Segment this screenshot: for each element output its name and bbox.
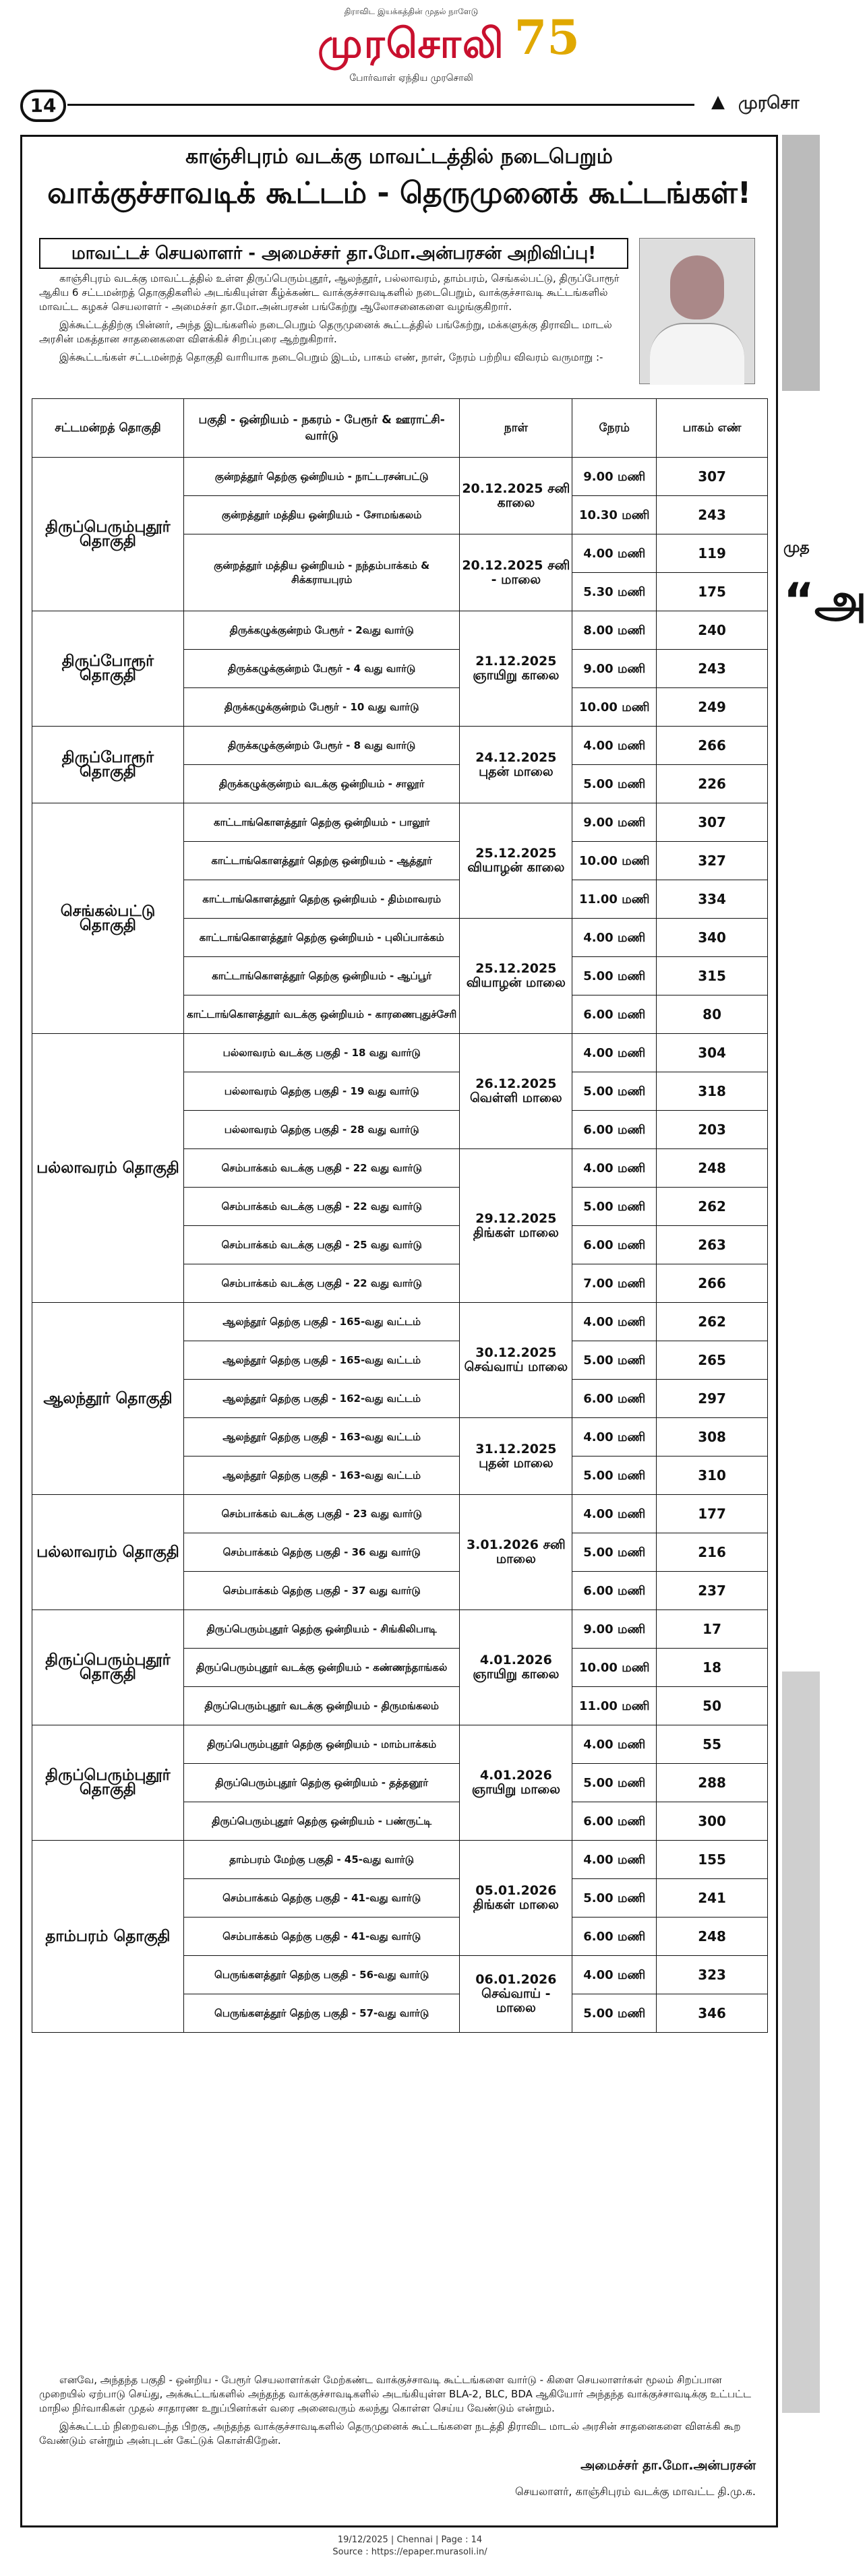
closing-text xyxy=(39,2373,764,2452)
side-paper-name: முரசொ xyxy=(738,93,800,113)
time-cell: 6.00 மணி xyxy=(572,1572,657,1610)
booth-cell: 216 xyxy=(657,1533,768,1572)
time-cell: 9.00 மணி xyxy=(572,1610,657,1649)
adjacent-photo xyxy=(782,135,820,391)
adjacent-heading: முத xyxy=(783,539,810,556)
constituency-cell: திருப்பெரும்புதூர் தொகுதி xyxy=(32,1725,184,1841)
constituency-cell: பல்லாவரம் தொகுதி xyxy=(32,1495,184,1610)
date-cell: 20.12.2025 சனி - மாலை xyxy=(460,534,572,611)
area-cell: பெருங்களத்தூர் தெற்கு பகுதி - 56-வது வார்டு xyxy=(183,1956,459,1994)
time-cell: 5.00 மணி xyxy=(572,765,657,803)
area-cell: திருப்பெரும்புதூர் வடக்கு ஒன்றியம் - திருமங்கலம் xyxy=(183,1687,459,1725)
area-cell: செம்பாக்கம் தெற்கு பகுதி - 41-வது வார்டு xyxy=(183,1918,459,1956)
intro-paragraph: காஞ்சிபுரம் வடக்கு மாவட்டத்தில் உள்ள திருப்பெரும்புதூர், ஆலந்தூர், பல்லாவரம், தாம்பரம், செங்கல்பட்டு, திருப்போரூர் ஆகிய 6 சட்டமன்றத் தொகுதிகளில் அடங்கியுள்ள கீழ்க்கண்ட வாக்குச்சாவடிகளில் நடைபெறும், வாக்குச்சாவடி கூட்டங்களில் மாவட்ட கழகச் செயலாளர் - அமைச்சர் தா.மோ.அன்பரசன் பங்கேற்று ஆலோசனைகளை வழங்குகிறார். xyxy=(39,272,620,313)
booth-cell: 249 xyxy=(657,688,768,727)
booth-cell: 18 xyxy=(657,1649,768,1687)
ad-headline: வாக்குச்சாவடிக் கூட்டம் - தெருமுனைக் கூட்டங்கள்! xyxy=(47,176,751,210)
time-cell: 4.00 மணி xyxy=(572,1303,657,1341)
ad-title: காஞ்சிபுரம் வடக்கு மாவட்டத்தில் நடைபெறும் xyxy=(185,145,613,168)
header-constituency: சட்டமன்றத் தொகுதி xyxy=(32,399,184,458)
time-cell: 5.00 மணி xyxy=(572,1188,657,1226)
constituency-cell: திருப்பெரும்புதூர் தொகுதி xyxy=(32,458,184,611)
divider xyxy=(67,104,694,106)
time-cell: 9.00 மணி xyxy=(572,803,657,842)
minister-photo xyxy=(639,238,755,384)
date-cell: 20.12.2025 சனி காலை xyxy=(460,458,572,534)
booth-cell: 307 xyxy=(657,803,768,842)
time-cell: 10.30 மணி xyxy=(572,496,657,534)
booth-cell: 288 xyxy=(657,1764,768,1802)
tagline: திராவிட இயக்கத்தின் முதல் நாளேடு xyxy=(344,7,479,16)
time-cell: 4.00 மணி xyxy=(572,1418,657,1456)
area-cell: ஆலந்தூர் தெற்கு பகுதி - 165-வது வட்டம் xyxy=(183,1341,459,1380)
area-cell: திருப்பெரும்புதூர் வடக்கு ஒன்றியம் - கண்ணந்தாங்கல் xyxy=(183,1649,459,1687)
time-cell: 4.00 மணி xyxy=(572,1149,657,1188)
booth-cell: 248 xyxy=(657,1149,768,1188)
time-cell: 6.00 மணி xyxy=(572,1226,657,1264)
time-cell: 5.00 மணி xyxy=(572,957,657,995)
logo-block xyxy=(249,7,580,84)
time-cell: 5.00 மணி xyxy=(572,1341,657,1380)
booth-cell: 304 xyxy=(657,1034,768,1072)
table-row xyxy=(32,1495,768,1533)
time-cell: 6.00 மணி xyxy=(572,1111,657,1149)
area-cell: செம்பாக்கம் தெற்கு பகுதி - 41-வது வார்டு xyxy=(183,1879,459,1918)
booth-cell: 55 xyxy=(657,1725,768,1764)
page-number: 14 xyxy=(20,90,66,122)
time-cell: 11.00 மணி xyxy=(572,1687,657,1725)
signatory-name: அமைச்சர் தா.மோ.அன்பரசன் xyxy=(580,2458,756,2473)
constituency-cell: திருப்போரூர் தொகுதி xyxy=(32,727,184,803)
area-cell: ஆலந்தூர் தெற்கு பகுதி - 163-வது வட்டம் xyxy=(183,1418,459,1456)
date-cell: 30.12.2025 செவ்வாய் மாலை xyxy=(460,1303,572,1418)
time-cell: 5.00 மணி xyxy=(572,1764,657,1802)
constituency-cell: திருப்போரூர் தொகுதி xyxy=(32,611,184,727)
intro-paragraph: இக்கூட்டங்கள் சட்டமன்றத் தொகுதி வாரியாக நடைபெறும் இடம், பாகம் எண், நாள், நேரம் பற்றிய விவரம் வருமாறு :- xyxy=(59,351,603,363)
table-row xyxy=(32,611,768,650)
booth-cell: 315 xyxy=(657,957,768,995)
time-cell: 6.00 மணி xyxy=(572,1380,657,1418)
time-cell: 10.00 மணி xyxy=(572,688,657,727)
constituency-cell: ஆலந்தூர் தொகுதி xyxy=(32,1303,184,1495)
booth-cell: 266 xyxy=(657,1264,768,1303)
area-cell: ஆலந்தூர் தெற்கு பகுதி - 163-வது வட்டம் xyxy=(183,1456,459,1495)
time-cell: 4.00 மணி xyxy=(572,919,657,957)
schedule-table xyxy=(32,398,768,2033)
header-time: நேரம் xyxy=(572,399,657,458)
area-cell: திருக்கழுக்குன்றம் பேரூர் - 2வது வார்டு xyxy=(183,611,459,650)
date-cell: 4.01.2026 ஞாயிறு காலை xyxy=(460,1610,572,1725)
anniversary-logo: 75 xyxy=(514,9,580,65)
constituency-cell: பல்லாவரம் தொகுதி xyxy=(32,1034,184,1303)
area-cell: குன்றத்தூர் மத்திய ஒன்றியம் - சோமங்கலம் xyxy=(183,496,459,534)
area-cell: செம்பாக்கம் வடக்கு பகுதி - 23 வது வார்டு xyxy=(183,1495,459,1533)
time-cell: 4.00 மணி xyxy=(572,727,657,765)
adjacent-quote: “அ xyxy=(783,573,867,628)
booth-cell: 50 xyxy=(657,1687,768,1725)
booth-cell: 240 xyxy=(657,611,768,650)
time-cell: 5.30 மணி xyxy=(572,573,657,611)
time-cell: 4.00 மணி xyxy=(572,1956,657,1994)
table-row xyxy=(32,1725,768,1764)
logo-sub: போர்வாள் ஏந்திய முரசொலி xyxy=(349,73,473,84)
time-cell: 4.00 மணி xyxy=(572,1034,657,1072)
area-cell: திருப்பெரும்புதூர் தெற்கு ஒன்றியம் - சிங்கிலிபாடி xyxy=(183,1610,459,1649)
date-cell: 24.12.2025 புதன் மாலை xyxy=(460,727,572,803)
date-cell: 05.01.2026 திங்கள் மாலை xyxy=(460,1841,572,1956)
adjacent-column xyxy=(782,135,867,2527)
area-cell: குன்றத்தூர் தெற்கு ஒன்றியம் - நாட்டரசன்பட்டு xyxy=(183,458,459,496)
area-cell: குன்றத்தூர் மத்திய ஒன்றியம் - நந்தம்பாக்கம் & சிக்கராயபுரம் xyxy=(183,534,459,611)
booth-cell: 297 xyxy=(657,1380,768,1418)
date-cell: 31.12.2025 புதன் மாலை xyxy=(460,1418,572,1495)
date-cell: 25.12.2025 வியாழன் காலை xyxy=(460,803,572,919)
area-cell: காட்டாங்கொளத்தூர் தெற்கு ஒன்றியம் - திம்மாவரம் xyxy=(183,880,459,919)
masthead xyxy=(0,0,820,84)
booth-cell: 340 xyxy=(657,919,768,957)
time-cell: 6.00 மணி xyxy=(572,1802,657,1841)
booth-cell: 119 xyxy=(657,534,768,573)
area-cell: பல்லாவரம் வடக்கு பகுதி - 18 வது வார்டு xyxy=(183,1034,459,1072)
table-row xyxy=(32,1034,768,1072)
booth-cell: 226 xyxy=(657,765,768,803)
time-cell: 4.00 மணி xyxy=(572,1725,657,1764)
announcement-banner: மாவட்டச் செயலாளர் - அமைச்சர் தா.மோ.அன்பரசன் அறிவிப்பு! xyxy=(39,238,628,269)
booth-cell: 334 xyxy=(657,880,768,919)
area-cell: திருப்பெரும்புதூர் தெற்கு ஒன்றியம் - பண்ருட்டி xyxy=(183,1802,459,1841)
photo-head xyxy=(670,255,724,319)
area-cell: செம்பாக்கம் வடக்கு பகுதி - 22 வது வார்டு xyxy=(183,1149,459,1188)
booth-cell: 203 xyxy=(657,1111,768,1149)
table-row xyxy=(32,803,768,842)
time-cell: 9.00 மணி xyxy=(572,650,657,688)
area-cell: செம்பாக்கம் தெற்கு பகுதி - 36 வது வார்டு xyxy=(183,1533,459,1572)
intro-text xyxy=(39,272,632,369)
page-footer xyxy=(0,2534,820,2558)
time-cell: 6.00 மணி xyxy=(572,1918,657,1956)
area-cell: செம்பாக்கம் தெற்கு பகுதி - 37 வது வார்டு xyxy=(183,1572,459,1610)
booth-cell: 307 xyxy=(657,458,768,496)
time-cell: 5.00 மணி xyxy=(572,1879,657,1918)
area-cell: திருக்கழுக்குன்றம் பேரூர் - 4 வது வார்டு xyxy=(183,650,459,688)
closing-paragraph: எனவே, அந்தந்த பகுதி - ஒன்றிய - பேரூர் செயலாளர்கள் மேற்கண்ட வாக்குச்சாவடி கூட்டங்களை வார்டு - கிளை செயலாளர்கள் மூலம் சிறப்பான முறையில் ஏற்பாடு செய்து, அக்கூட்டங்களில் அந்தந்த வாக்குச்சாவடிகளில் அடங்கியுள்ள BLA-2, BLC, BDA ஆகியோர் அந்தந்த வாக்குச்சாவடிக்கு உட்பட்ட மாநில நிர்வாகிகள் முதல் சாதாரண உறுப்பினர்கள் வரை அனைவரும் கலந்து கொள்ள செய்ய வேண்டும் என்றும். xyxy=(39,2374,752,2414)
page-info: 19/12/2025 | Chennai | Page : 14 xyxy=(337,2535,483,2545)
area-cell: திருக்கழுக்குன்றம் வடக்கு ஒன்றியம் - சாலூர் xyxy=(183,765,459,803)
booth-cell: 262 xyxy=(657,1188,768,1226)
date-cell: 06.01.2026 செவ்வாய் - மாலை xyxy=(460,1956,572,2033)
area-cell: செம்பாக்கம் வடக்கு பகுதி - 22 வது வார்டு xyxy=(183,1188,459,1226)
area-cell: பெருங்களத்தூர் தெற்கு பகுதி - 57-வது வார்டு xyxy=(183,1994,459,2033)
booth-cell: 80 xyxy=(657,995,768,1034)
constituency-cell: செங்கல்பட்டு தொகுதி xyxy=(32,803,184,1034)
booth-cell: 310 xyxy=(657,1456,768,1495)
date-cell: 26.12.2025 வெள்ளி மாலை xyxy=(460,1034,572,1149)
booth-cell: 243 xyxy=(657,650,768,688)
booth-cell: 266 xyxy=(657,727,768,765)
logo-text: முரசொலி xyxy=(318,20,505,67)
booth-cell: 327 xyxy=(657,842,768,880)
time-cell: 5.00 மணி xyxy=(572,1456,657,1495)
closing-paragraph: இக்கூட்டம் நிறைவடைந்த பிறகு, அந்தந்த வாக்குச்சாவடிகளில் தெருமுனைக் கூட்டங்களை நடத்தி திராவிட மாடல் அரசின் சாதனைகளை விளக்கி கூற வேண்டும் என்றும் அன்புடன் கேட்டுக் கொள்கிறேன். xyxy=(39,2420,741,2447)
area-cell: பல்லாவரம் தெற்கு பகுதி - 19 வது வார்டு xyxy=(183,1072,459,1111)
booth-cell: 300 xyxy=(657,1802,768,1841)
area-cell: செம்பாக்கம் வடக்கு பகுதி - 22 வது வார்டு xyxy=(183,1264,459,1303)
date-cell: 4.01.2026 ஞாயிறு மாலை xyxy=(460,1725,572,1841)
table-row xyxy=(32,727,768,765)
booth-cell: 241 xyxy=(657,1879,768,1918)
date-cell: 3.01.2026 சனி மாலை xyxy=(460,1495,572,1610)
time-cell: 4.00 மணி xyxy=(572,1495,657,1533)
booth-cell: 237 xyxy=(657,1572,768,1610)
time-cell: 10.00 மணி xyxy=(572,842,657,880)
booth-cell: 262 xyxy=(657,1303,768,1341)
header-date: நாள் xyxy=(460,399,572,458)
booth-cell: 318 xyxy=(657,1072,768,1111)
time-cell: 7.00 மணி xyxy=(572,1264,657,1303)
date-cell: 25.12.2025 வியாழன் மாலை xyxy=(460,919,572,1034)
area-cell: காட்டாங்கொளத்தூர் தெற்கு ஒன்றியம் - ஆத்தூர் xyxy=(183,842,459,880)
advertisement xyxy=(20,135,778,2527)
page-bar xyxy=(0,86,820,120)
source-link: Source : https://epaper.murasoli.in/ xyxy=(332,2547,487,2557)
photo-body xyxy=(650,323,744,385)
table-header-row xyxy=(32,399,768,458)
table-row xyxy=(32,1303,768,1341)
booth-cell: 248 xyxy=(657,1918,768,1956)
area-cell: திருப்பெரும்புதூர் தெற்கு ஒன்றியம் - தத்தனூர் xyxy=(183,1764,459,1802)
time-cell: 6.00 மணி xyxy=(572,995,657,1034)
area-cell: காட்டாங்கொளத்தூர் வடக்கு ஒன்றியம் - காரணைபுதுச்சேரி xyxy=(183,995,459,1034)
booth-cell: 308 xyxy=(657,1418,768,1456)
area-cell: ஆலந்தூர் தெற்கு பகுதி - 165-வது வட்டம் xyxy=(183,1303,459,1341)
signatory-title: செயலாளர், காஞ்சிபுரம் வடக்கு மாவட்ட தி.மு.க. xyxy=(514,2485,756,2498)
time-cell: 11.00 மணி xyxy=(572,880,657,919)
area-cell: காட்டாங்கொளத்தூர் தெற்கு ஒன்றியம் - ஆப்பூர் xyxy=(183,957,459,995)
time-cell: 9.00 மணி xyxy=(572,458,657,496)
murasoli-logo xyxy=(318,20,505,85)
date-cell: 29.12.2025 திங்கள் மாலை xyxy=(460,1149,572,1303)
area-cell: காட்டாங்கொளத்தூர் தெற்கு ஒன்றியம் - புலிப்பாக்கம் xyxy=(183,919,459,957)
area-cell: ஆலந்தூர் தெற்கு பகுதி - 162-வது வட்டம் xyxy=(183,1380,459,1418)
constituency-cell: தாம்பரம் தொகுதி xyxy=(32,1841,184,2033)
area-cell: பல்லாவரம் தெற்கு பகுதி - 28 வது வார்டு xyxy=(183,1111,459,1149)
time-cell: 8.00 மணி xyxy=(572,611,657,650)
time-cell: 10.00 மணி xyxy=(572,1649,657,1687)
table-row xyxy=(32,458,768,496)
time-cell: 4.00 மணி xyxy=(572,1841,657,1879)
header-booth: பாகம் எண் xyxy=(657,399,768,458)
header-area: பகுதி - ஒன்றியம் - நகரம் - பேரூர் & ஊராட்சி-வார்டு xyxy=(183,399,459,458)
area-cell: திருக்கழுக்குன்றம் பேரூர் - 8 வது வார்டு xyxy=(183,727,459,765)
booth-cell: 17 xyxy=(657,1610,768,1649)
date-cell: 21.12.2025 ஞாயிறு காலை xyxy=(460,611,572,727)
table-row xyxy=(32,1610,768,1649)
booth-cell: 243 xyxy=(657,496,768,534)
area-cell: காட்டாங்கொளத்தூர் தெற்கு ஒன்றியம் - பாலூர் xyxy=(183,803,459,842)
area-cell: செம்பாக்கம் வடக்கு பகுதி - 25 வது வார்டு xyxy=(183,1226,459,1264)
constituency-cell: திருப்பெரும்புதூர் தொகுதி xyxy=(32,1610,184,1725)
booth-cell: 346 xyxy=(657,1994,768,2033)
time-cell: 5.00 மணி xyxy=(572,1072,657,1111)
time-cell: 4.00 மணி xyxy=(572,534,657,573)
time-cell: 5.00 மணி xyxy=(572,1533,657,1572)
bird-icon: ▲ xyxy=(711,92,725,112)
area-cell: திருப்பெரும்புதூர் தெற்கு ஒன்றியம் - மாம்பாக்கம் xyxy=(183,1725,459,1764)
booth-cell: 177 xyxy=(657,1495,768,1533)
area-cell: திருக்கழுக்குன்றம் பேரூர் - 10 வது வார்டு xyxy=(183,688,459,727)
booth-cell: 175 xyxy=(657,573,768,611)
booth-cell: 265 xyxy=(657,1341,768,1380)
adjacent-photo xyxy=(782,1672,820,2413)
intro-paragraph: இக்கூட்டத்திற்கு பின்னர், அந்த இடங்களில் நடைபெறும் தெருமுனைக் கூட்டத்தில் பங்கேற்று, மக்களுக்கு திராவிட மாடல் அரசின் மகத்தான சாதனைகளை விளக்கிச் சிறப்புரை ஆற்றுகிறார். xyxy=(39,319,612,345)
area-cell: தாம்பரம் மேற்கு பகுதி - 45-வது வார்டு xyxy=(183,1841,459,1879)
booth-cell: 263 xyxy=(657,1226,768,1264)
booth-cell: 155 xyxy=(657,1841,768,1879)
table-row xyxy=(32,1841,768,1879)
time-cell: 5.00 மணி xyxy=(572,1994,657,2033)
booth-cell: 323 xyxy=(657,1956,768,1994)
